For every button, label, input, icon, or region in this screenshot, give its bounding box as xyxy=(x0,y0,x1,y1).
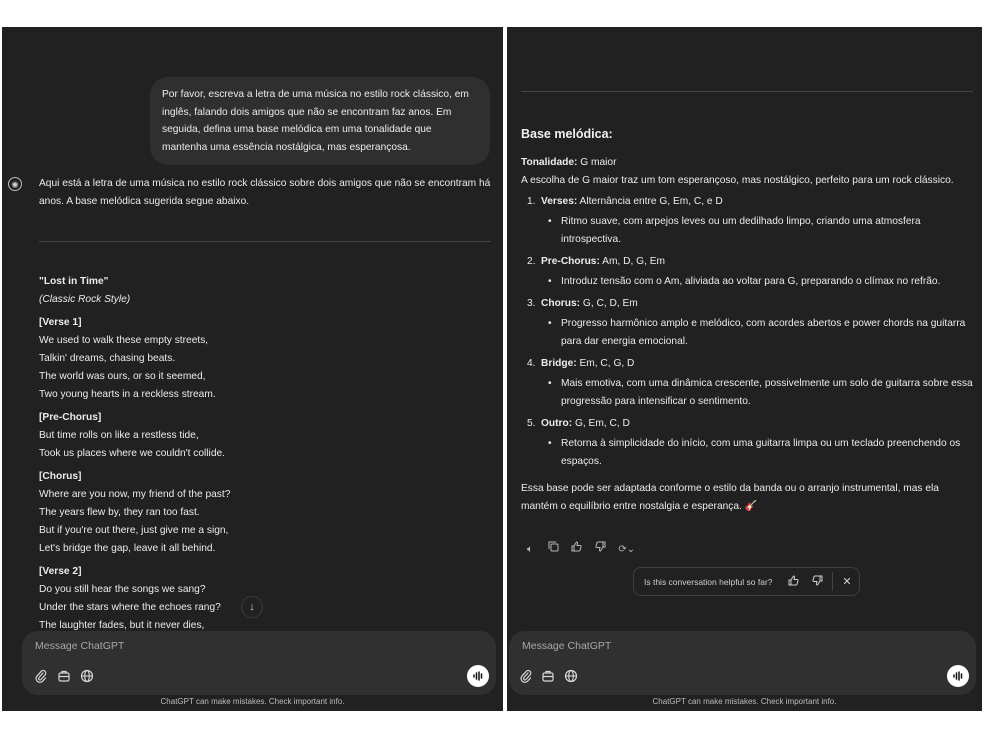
assistant-intro-text: Aqui está a letra de uma música no estilo rock clássico sobre dois amigos que não se encontram há anos. A base melódica sugerida segue abaixo. xyxy=(39,178,491,207)
voice-waveform-icon[interactable] xyxy=(467,665,489,687)
divider xyxy=(39,241,491,242)
lyrics-line: The world was ours, or so it seemed, xyxy=(39,371,206,382)
lyrics-line: Do you still hear the songs we sang? xyxy=(39,584,206,595)
part-description: • Progresso harmônico amplo e melódico, com acordes abertos e power chords na guitarra para dar energia emocional. xyxy=(541,315,976,351)
part-description: • Mais emotiva, com uma dinâmica crescente, possivelmente um solo de guitarra sobre essa progressão para intensificar o sentimento. xyxy=(541,375,976,411)
user-message-text: Por favor, escreva a letra de uma música no estilo rock clássico, em inglês, falando dois amigos que não se encontram faz anos. Em seguida, defina uma base melódica em uma tonalidade que mantenha uma essência nostálgica, mas esperançosa. xyxy=(162,89,469,153)
progression-item xyxy=(521,193,976,249)
message-actions xyxy=(522,539,641,555)
lyrics-line: But time rolls on like a restless tide, xyxy=(39,430,199,441)
globe-icon[interactable] xyxy=(79,669,95,685)
item-number: 5. xyxy=(527,418,536,429)
thumbs-up-icon[interactable] xyxy=(569,541,585,557)
lyrics-line: We used to walk these empty streets, xyxy=(39,335,209,346)
voice-waveform-icon[interactable] xyxy=(947,665,969,687)
part-description: • Retorna à simplicidade do início, com uma guitarra limpa ou um teclado preenchendo os espaços. xyxy=(541,435,976,471)
scroll-down-button[interactable] xyxy=(241,596,263,618)
feedback-question: Is this conversation helpful so far? xyxy=(644,577,773,587)
part-chords: Em, C, G, D xyxy=(576,358,635,369)
part-name: Outro: xyxy=(541,418,573,429)
message-input[interactable]: Message ChatGPT xyxy=(522,640,612,652)
thumbs-up-icon[interactable] xyxy=(786,575,800,589)
paperclip-icon[interactable] xyxy=(518,669,534,685)
toolbox-icon[interactable] xyxy=(540,669,556,685)
part-description: • Ritmo suave, com arpejos leves ou um dedilhado limpo, criando uma atmosfera introspectiva. xyxy=(541,213,976,249)
lyrics-section-label: [Pre-Chorus] xyxy=(39,412,102,423)
tonality-value: G maior xyxy=(577,157,617,168)
part-name: Chorus: xyxy=(541,298,581,309)
item-number: 3. xyxy=(527,298,536,309)
section-heading: Base melódica: xyxy=(521,127,613,141)
feedback-prompt xyxy=(633,567,860,596)
user-message-bubble xyxy=(150,77,490,165)
copy-icon[interactable] xyxy=(545,541,561,557)
feedback-separator xyxy=(832,572,833,591)
disclaimer-footer: ChatGPT can make mistakes. Check important info. xyxy=(652,697,837,706)
tonality-line xyxy=(521,154,976,172)
song-style: (Classic Rock Style) xyxy=(39,294,131,305)
item-number: 2. xyxy=(527,256,536,267)
close-icon[interactable]: ✕ xyxy=(842,576,852,588)
lyrics-line: Let's bridge the gap, leave it all behind. xyxy=(39,543,216,554)
part-name: Verses: xyxy=(541,196,578,207)
chatgpt-avatar-icon: ✺ xyxy=(8,177,22,191)
lyrics-line: Two young hearts in a reckless stream. xyxy=(39,389,216,400)
lyrics-section-label: [Chorus] xyxy=(39,471,82,482)
lyrics-line: Under the stars where the echoes rang? xyxy=(39,602,221,613)
part-chords: G, C, D, Em xyxy=(580,298,638,309)
progression-item xyxy=(521,415,976,471)
assistant-melodic-base xyxy=(521,125,976,516)
thumbs-down-icon[interactable] xyxy=(592,541,608,557)
divider xyxy=(521,91,973,92)
progression-list xyxy=(521,193,976,471)
message-composer[interactable] xyxy=(22,631,496,695)
lyrics-line: But if you're out there, just give me a sign, xyxy=(39,525,229,536)
toolbox-icon[interactable] xyxy=(56,669,72,685)
left-chat-panel xyxy=(2,27,503,711)
paperclip-icon[interactable] xyxy=(33,669,49,685)
item-number: 1. xyxy=(527,196,536,207)
thumbs-down-icon[interactable] xyxy=(810,575,824,589)
message-input[interactable]: Message ChatGPT xyxy=(35,640,125,652)
speaker-icon[interactable]: 🔈︎ xyxy=(527,544,533,555)
tonality-label: Tonalidade: xyxy=(521,157,578,168)
arrow-down-icon: ↓ xyxy=(249,601,255,613)
lyrics-section-label: [Verse 2] xyxy=(39,566,82,577)
progression-item xyxy=(521,295,976,351)
tonality-description: A escolha de G maior traz um tom esperançoso, mas nostálgico, perfeito para um rock clássico. xyxy=(521,175,954,186)
lyrics-line: The laughter fades, but it never dies, xyxy=(39,620,205,631)
progression-item xyxy=(521,355,976,411)
lyrics-line: Talkin' dreams, chasing beats. xyxy=(39,353,176,364)
closing-text: Essa base pode ser adaptada conforme o estilo da banda ou o arranjo instrumental, mas ela mantém o equilíbrio entre nostalgia e esperança. 🎸 xyxy=(521,483,939,512)
lyrics-line: Where are you now, my friend of the past? xyxy=(39,489,231,500)
part-name: Pre-Chorus: xyxy=(541,256,600,267)
item-number: 4. xyxy=(527,358,536,369)
part-chords: G, Em, C, D xyxy=(572,418,630,429)
part-description: • Introduz tensão com o Am, aliviada ao voltar para G, preparando o clímax no refrão. xyxy=(541,273,976,291)
lyrics-line: The years flew by, they ran too fast. xyxy=(39,507,200,518)
message-composer[interactable] xyxy=(509,631,976,695)
part-name: Bridge: xyxy=(541,358,577,369)
progression-item xyxy=(521,253,976,291)
song-title: "Lost in Time" xyxy=(39,276,109,287)
right-chat-panel xyxy=(507,27,982,711)
part-chords: Am, D, G, Em xyxy=(599,256,665,267)
song-lyrics xyxy=(39,273,459,635)
lyrics-line: Took us places where we couldn't collide. xyxy=(39,448,225,459)
regenerate-icon[interactable]: ⟳⌄ xyxy=(618,544,636,555)
globe-icon[interactable] xyxy=(563,669,579,685)
disclaimer-footer: ChatGPT can make mistakes. Check important info. xyxy=(160,697,345,706)
part-chords: Alternância entre G, Em, C, e D xyxy=(577,196,723,207)
lyrics-section-label: [Verse 1] xyxy=(39,317,82,328)
